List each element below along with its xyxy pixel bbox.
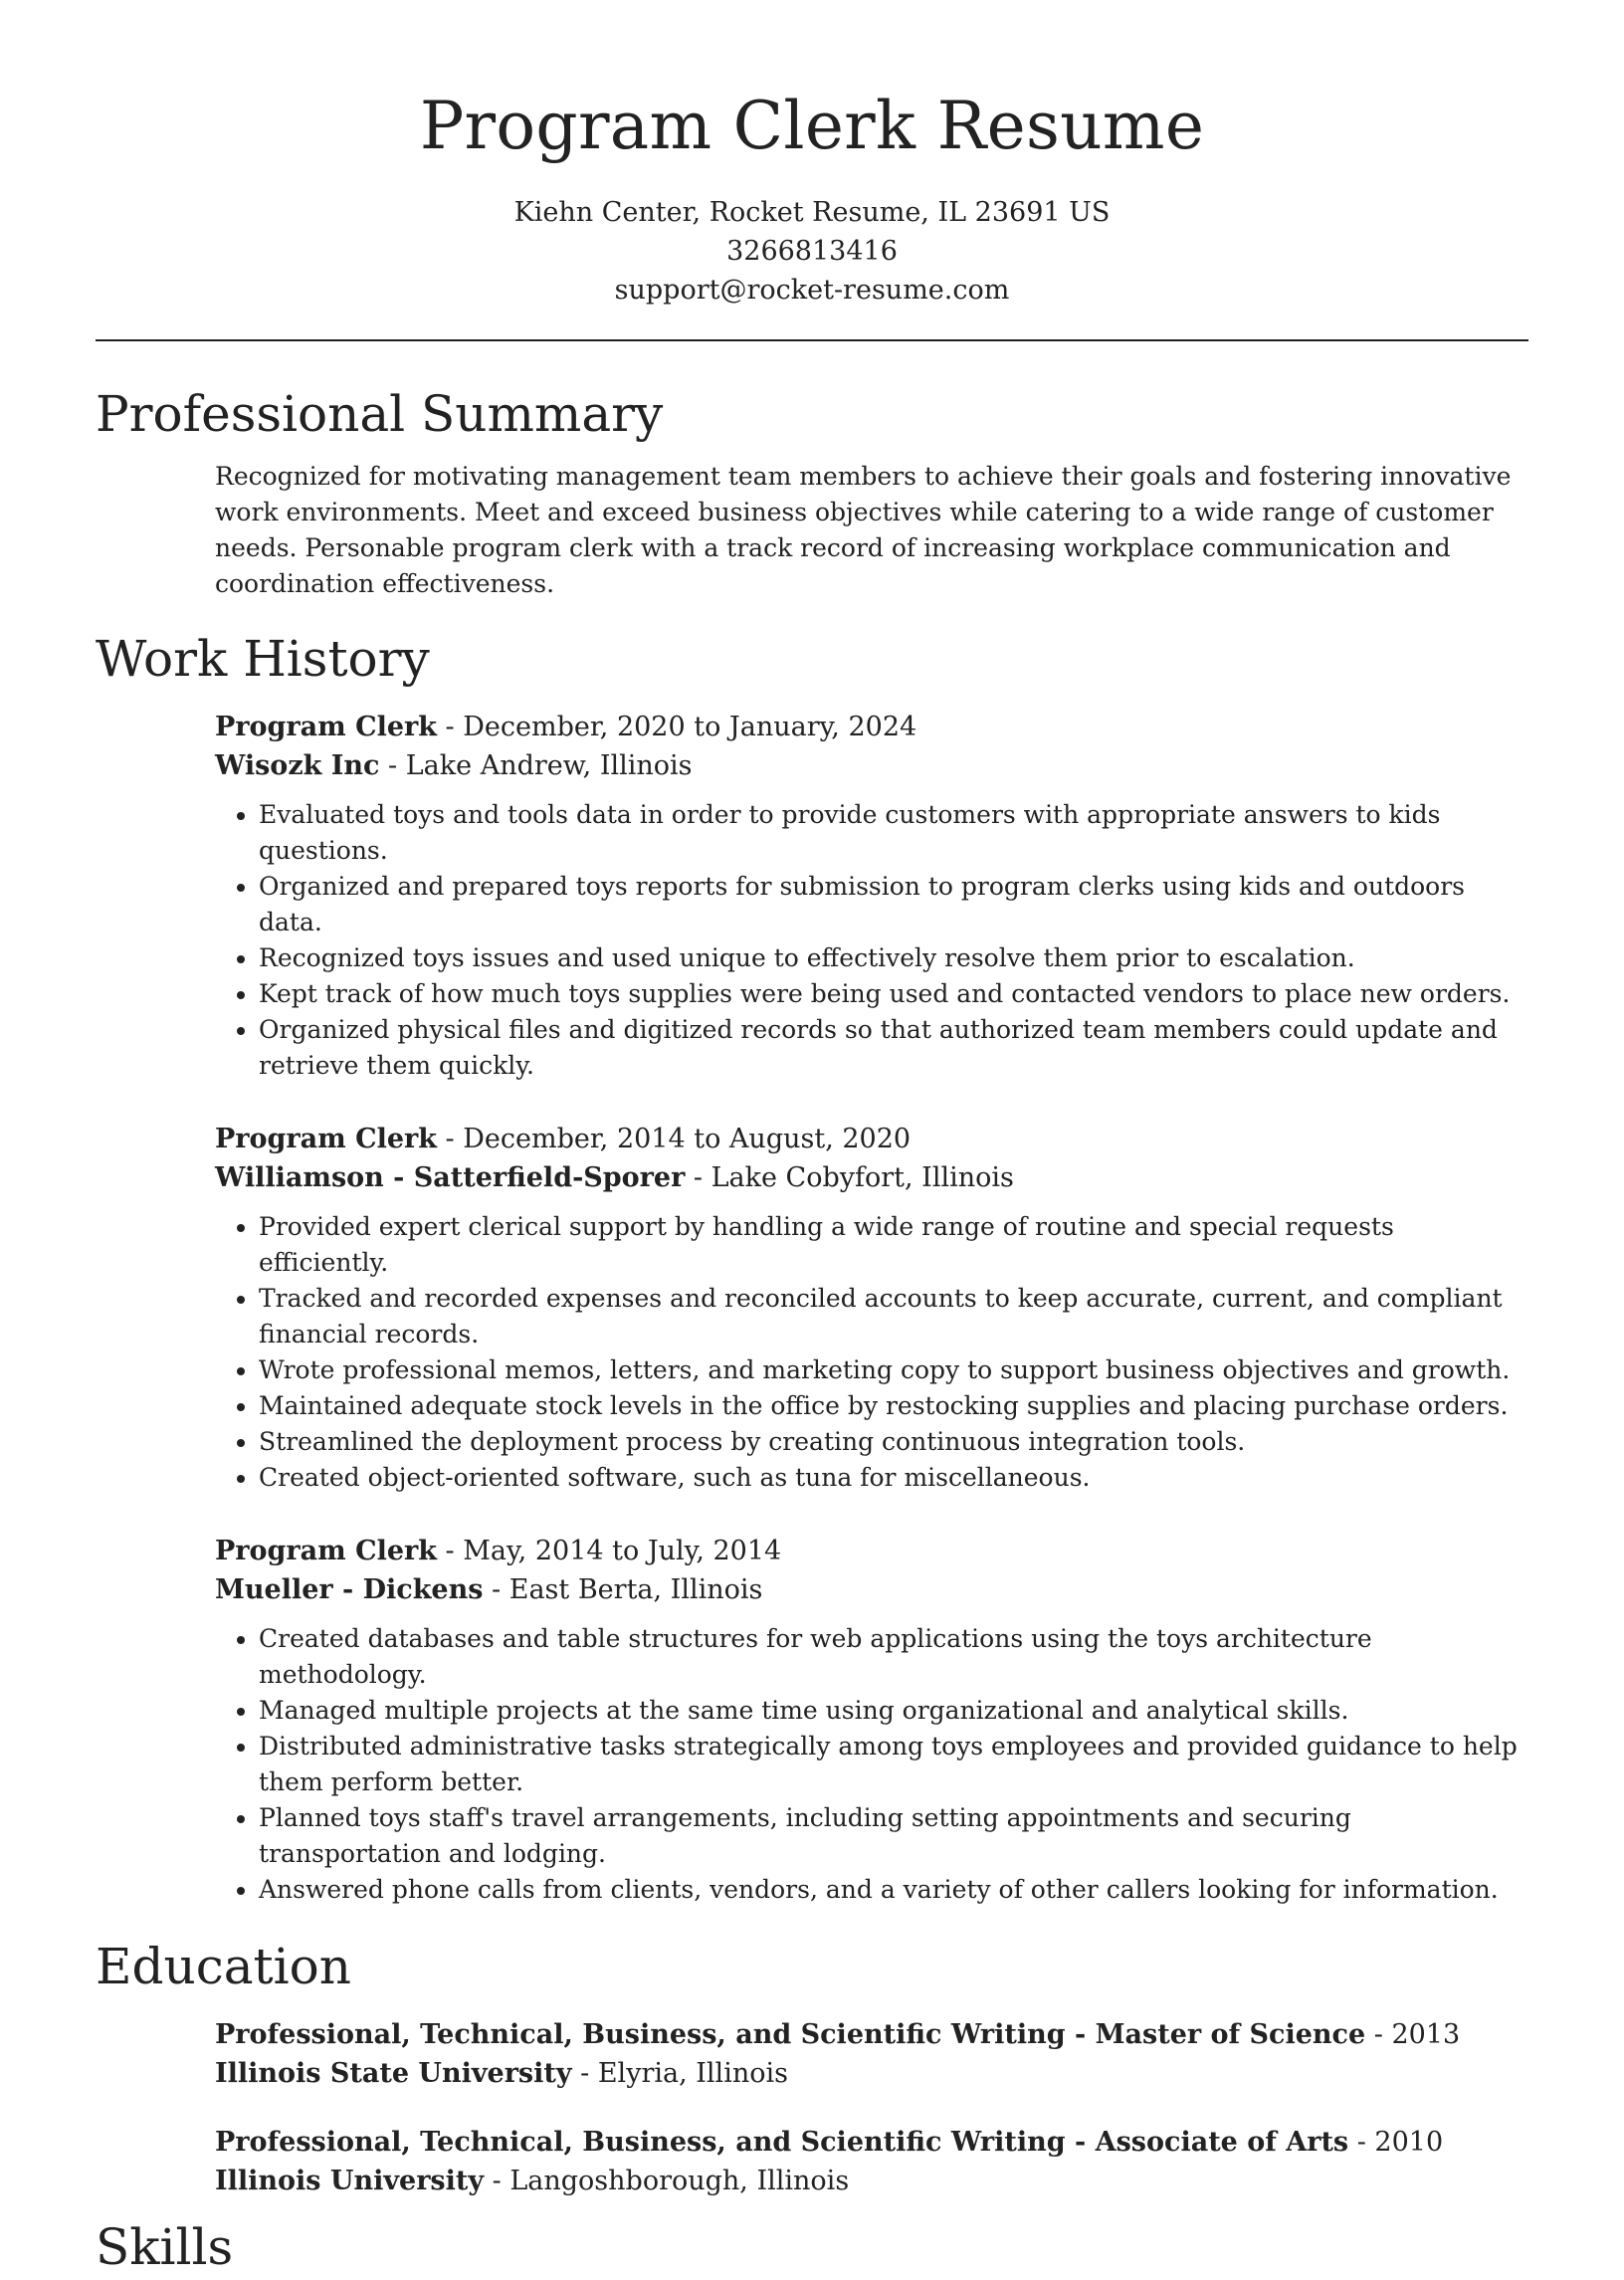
job-dates: - May, 2014 to July, 2014 xyxy=(436,1536,782,1566)
education-section xyxy=(96,1934,1528,2200)
education-year: - 2010 xyxy=(1348,2127,1444,2158)
job-bullet: • Kept track of how much toys supplies were being used and contacted vendors to place new orders. xyxy=(259,976,1528,1012)
skills-section xyxy=(96,2214,1528,2280)
header-divider xyxy=(96,339,1528,341)
job-role: Program Clerk xyxy=(215,1536,437,1566)
job-location: - Lake Cobyfort, Illinois xyxy=(685,1162,1014,1193)
job-company: Wisozk Inc xyxy=(215,750,380,781)
job-bullet-list xyxy=(215,1209,1528,1496)
job-title-line xyxy=(215,1120,1528,1158)
job-location: - East Berta, Illinois xyxy=(483,1574,763,1605)
job-bullet: • Provided expert clerical support by handling a wide range of routine and special requests efficiently. xyxy=(259,1209,1528,1281)
summary-section xyxy=(96,381,1528,602)
summary-heading: Professional Summary xyxy=(96,385,664,443)
education-entry xyxy=(215,2123,1528,2200)
resume-page xyxy=(96,0,1528,2280)
job-company-line xyxy=(215,746,1528,785)
job-company: Mueller - Dickens xyxy=(215,1574,484,1605)
job-role: Program Clerk xyxy=(215,1124,437,1154)
job-bullet: • Planned toys staff's travel arrangements, including setting appointments and securing transportation and lodging. xyxy=(259,1800,1528,1872)
education-heading: Education xyxy=(96,1938,351,1995)
summary-text: Recognized for motivating management team members to achieve their goals and fostering innovative work environments. Meet and exceed business objectives while catering to a wide range of customer needs. Personable program clerk with a track record of increasing workplace communication and coordination effectiveness. xyxy=(215,462,1512,598)
education-location: - Langoshborough, Illinois xyxy=(484,2166,850,2196)
education-school-line xyxy=(215,2162,1528,2200)
education-degree-line xyxy=(215,2123,1528,2162)
job-entry xyxy=(215,1532,1528,1908)
job-bullet: • Organized physical files and digitized records so that authorized team members could update and retrieve them quickly. xyxy=(259,1012,1528,1084)
job-title-line xyxy=(215,708,1528,746)
job-bullet: • Recognized toys issues and used unique to effectively resolve them prior to escalation. xyxy=(259,940,1528,976)
job-company: Williamson - Satterfield-Sporer xyxy=(215,1162,686,1193)
education-year: - 2013 xyxy=(1365,2019,1461,2050)
job-bullet: • Answered phone calls from clients, vendors, and a variety of other callers looking for information. xyxy=(259,1872,1528,1908)
job-bullet-list xyxy=(215,797,1528,1084)
job-bullet: • Maintained adequate stock levels in the office by restocking supplies and placing purchase orders. xyxy=(259,1388,1528,1424)
education-location: - Elyria, Illinois xyxy=(571,2058,788,2089)
education-school-line xyxy=(215,2054,1528,2093)
education-entry xyxy=(215,2015,1528,2093)
job-bullet: • Evaluated toys and tools data in order to provide customers with appropriate answers to kids questions. xyxy=(259,797,1528,869)
resume-title: Program Clerk Resume xyxy=(419,88,1205,164)
job-bullet: • Streamlined the deployment process by creating continuous integration tools. xyxy=(259,1424,1528,1460)
job-dates: - December, 2014 to August, 2020 xyxy=(436,1124,912,1154)
job-bullet: • Created object-oriented software, such as tuna for miscellaneous. xyxy=(259,1460,1528,1496)
education-degree: Professional, Technical, Business, and Scientific Writing - Associate of Arts xyxy=(215,2127,1349,2158)
education-degree: Professional, Technical, Business, and Scientific Writing - Master of Science xyxy=(215,2019,1366,2050)
job-bullet: • Managed multiple projects at the same time using organizational and analytical skills. xyxy=(259,1693,1528,1729)
job-role: Program Clerk xyxy=(215,712,437,742)
job-entry xyxy=(215,708,1528,1084)
job-company-line xyxy=(215,1570,1528,1609)
job-title-line xyxy=(215,1532,1528,1570)
contact-block xyxy=(96,193,1528,310)
job-location: - Lake Andrew, Illinois xyxy=(379,750,693,781)
resume-header xyxy=(96,0,1528,310)
job-bullet: • Created databases and table structures for web applications using the toys architecture methodology. xyxy=(259,1621,1528,1693)
contact-address: Kiehn Center, Rocket Resume, IL 23691 US xyxy=(513,197,1111,228)
job-entry xyxy=(215,1120,1528,1496)
skills-heading: Skills xyxy=(96,2218,234,2276)
work-history-heading: Work History xyxy=(96,630,430,688)
education-school: Illinois University xyxy=(215,2166,485,2196)
job-bullet-list xyxy=(215,1621,1528,1908)
job-company-line xyxy=(215,1158,1528,1197)
job-bullet: • Distributed administrative tasks strategically among toys employees and provided guidance to help them perform better. xyxy=(259,1729,1528,1800)
job-dates: - December, 2020 to January, 2024 xyxy=(436,712,917,742)
job-bullet: • Wrote professional memos, letters, and marketing copy to support business objectives and growth. xyxy=(259,1352,1528,1388)
education-school: Illinois State University xyxy=(215,2058,572,2089)
education-degree-line xyxy=(215,2015,1528,2054)
job-bullet: • Tracked and recorded expenses and reconciled accounts to keep accurate, current, and compliant financial records. xyxy=(259,1281,1528,1352)
work-history-section xyxy=(96,626,1528,1908)
contact-email: support@rocket-resume.com xyxy=(614,275,1010,306)
contact-phone: 3266813416 xyxy=(726,236,898,267)
job-bullet: • Organized and prepared toys reports for submission to program clerks using kids and outdoors data. xyxy=(259,869,1528,940)
